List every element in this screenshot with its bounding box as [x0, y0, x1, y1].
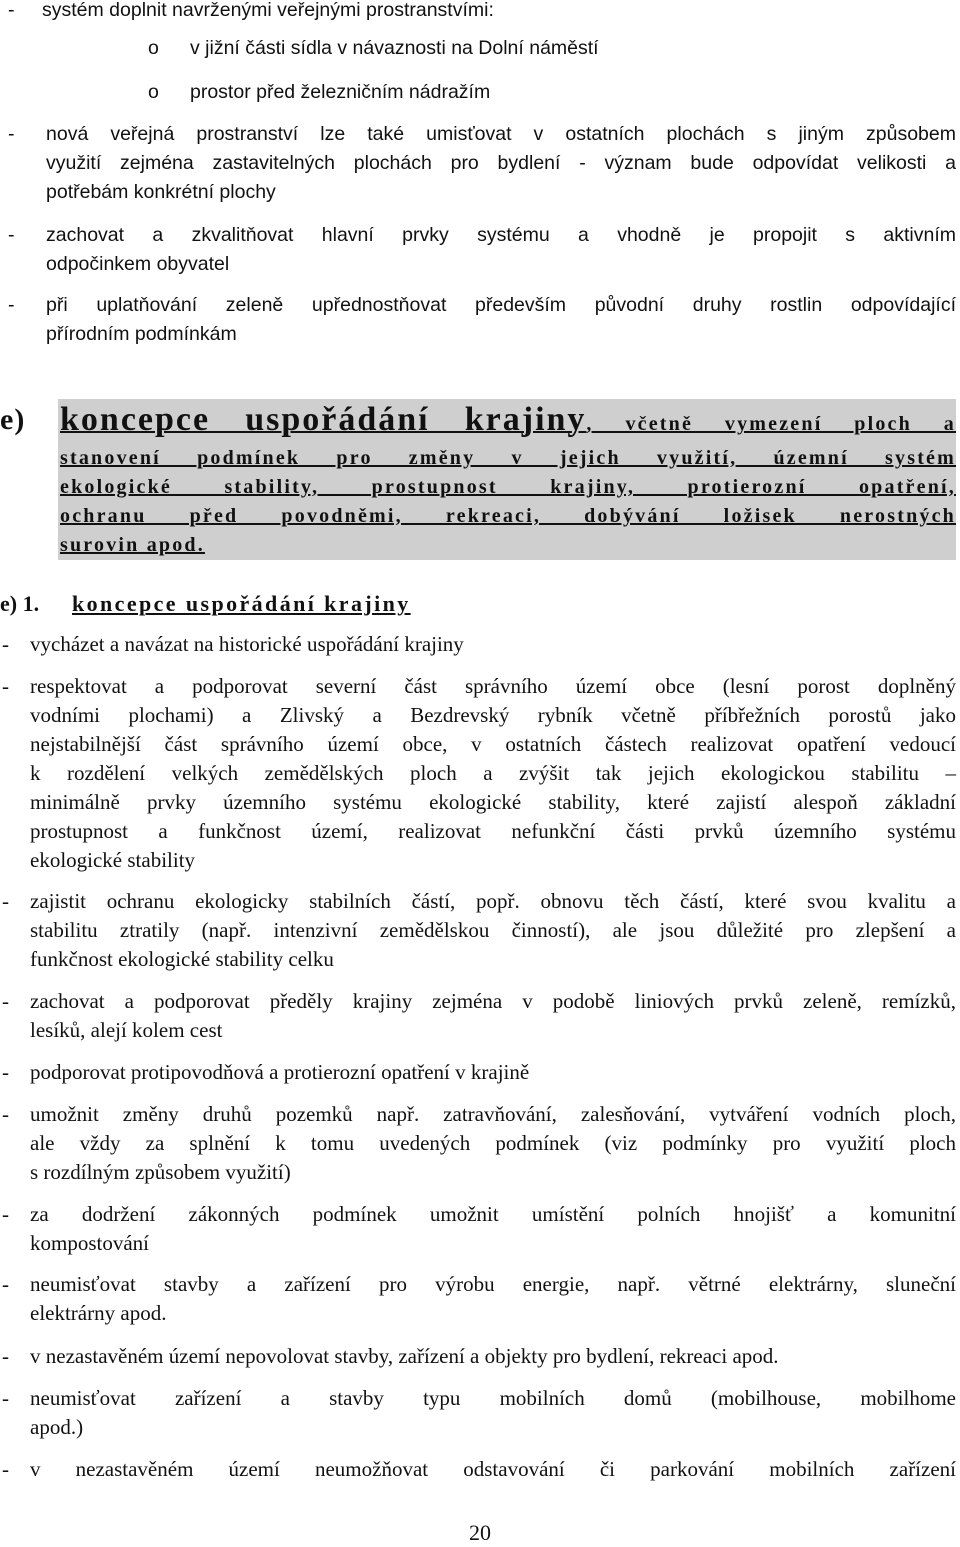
sub-list-item-text: v jižní části sídla v návaznosti na Dolní náměstí [190, 37, 599, 59]
text-line: zachovat a podporovat předěly krajiny zejména v podobě liniových prvků zeleně, remízků, [30, 989, 956, 1013]
section-heading-line: stanovení podmínek pro změny v jejich využití, územní systém [60, 447, 956, 469]
text-line: minimálně prvky územního systému ekologické stability, které zajistí alespoň základní [30, 790, 956, 814]
bullet-dash: - [2, 1202, 9, 1226]
section-heading-rest: , včetně vymezení ploch a [586, 413, 956, 435]
sub-list-item [148, 78, 159, 107]
text-line: v nezastavěném území nepovolovat stavby, zařízení a objekty pro bydlení, rekreaci apod. [30, 1344, 779, 1368]
bullet-dash: - [8, 224, 15, 246]
text-line: za dodržení zákonných podmínek umožnit umístění polních hnojišť a komunitní [30, 1202, 956, 1226]
text-line: kompostování [30, 1231, 149, 1255]
text-line: funkčnost ekologické stability celku [30, 947, 334, 971]
bullet-dash: - [2, 674, 9, 698]
bullet-dash: - [2, 889, 9, 913]
bullet-dash: - [8, 294, 15, 316]
subsection-label: e) 1. [0, 591, 40, 616]
section-heading-line: surovin apod. [60, 534, 205, 556]
bullet-dash: - [2, 1272, 9, 1296]
text-line: apod.) [30, 1415, 84, 1439]
text-line: potřebám konkrétní plochy [46, 181, 276, 203]
text-line: neumisťovat zařízení a stavby typu mobilních domů (mobilhouse, mobilhome [30, 1386, 956, 1410]
bullet-dash: - [2, 632, 9, 656]
text-line: ekologické stability [30, 848, 196, 872]
text-line: elektrárny apod. [30, 1301, 167, 1325]
page-number: 20 [469, 1520, 491, 1545]
section-heading-main: koncepce uspořádání krajiny [60, 401, 587, 438]
bullet-dash: - [8, 0, 15, 21]
text-line: odpočinkem obyvatel [46, 253, 230, 275]
text-line: přírodním podmínkám [46, 323, 237, 345]
text-line: zajistit ochranu ekologicky stabilních částí, popř. obnovu těch částí, které svou kvalitu a [30, 889, 956, 913]
text-line: stabilitu ztratily (např. intenzivní zemědělskou činností), ale jsou důležité pro zlepšení a [30, 918, 956, 942]
section-heading-line: ochranu před povodněmi, rekreaci, dobývání ložisek nerostných [60, 505, 956, 527]
text-line: nejstabilnější část správního území obce, v ostatních částech realizovat opatření vedoucí [30, 732, 956, 756]
list-item-text: systém doplnit navrženými veřejnými prostranstvími: [42, 0, 494, 21]
bullet-dash: - [2, 1060, 9, 1084]
sub-bullet: o [148, 81, 159, 103]
sub-bullet: o [148, 37, 159, 59]
text-line: ale vždy za splnění k tomu uvedených podmínek (viz podmínky pro využití ploch [30, 1131, 956, 1155]
section-heading-line: ekologické stability, prostupnost krajiny, protierozní opatření, [60, 476, 956, 498]
subsection-title: koncepce uspořádání krajiny [72, 591, 411, 616]
bullet-dash: - [2, 1457, 9, 1481]
bullet-dash: - [8, 123, 15, 145]
text-line: v nezastavěném území neumožňovat odstavování či parkování mobilních zařízení [30, 1457, 956, 1481]
bullet-dash: - [2, 989, 9, 1013]
text-line: k rozdělení velkých zemědělských ploch a zvýšit tak jejich ekologickou stabilitu – [30, 761, 956, 785]
text-line: umožnit změny druhů pozemků např. zatravňování, zalesňování, vytváření vodních ploch, [30, 1102, 956, 1126]
text-line: nová veřejná prostranství lze také umisťovat v ostatních plochách s jiným způsobem [46, 123, 956, 145]
text-line: využití zejména zastavitelných plochách pro bydlení - význam bude odpovídat velikosti a [46, 152, 956, 174]
text-line: podporovat protipovodňová a protierozní opatření v krajině [30, 1060, 530, 1084]
text-line: při uplatňování zeleně upřednostňovat především původní druhy rostlin odpovídající [46, 294, 956, 316]
text-line: zachovat a zkvalitňovat hlavní prvky systému a vhodně je propojit s aktivním [46, 224, 956, 246]
text-line: vycházet a navázat na historické uspořádání krajiny [30, 632, 464, 656]
bullet-dash: - [2, 1102, 9, 1126]
section-label: e) [0, 403, 26, 436]
text-line: lesíků, alejí kolem cest [30, 1018, 223, 1042]
sub-list-item-text: prostor před železničním nádražím [190, 81, 491, 103]
text-line: vodními plochami) a Zlivský a Bezdrevský rybník včetně příbřežních porostů jako [30, 703, 956, 727]
bullet-dash: - [2, 1386, 9, 1410]
section-heading [60, 400, 956, 560]
sub-list-item [148, 34, 159, 63]
bullet-dash: - [2, 1344, 9, 1368]
text-line: prostupnost a funkčnost území, realizovat nefunkční části prvků územního systému [30, 819, 956, 843]
text-line: neumisťovat stavby a zařízení pro výrobu energie, např. větrné elektrárny, sluneční [30, 1272, 956, 1296]
text-line: respektovat a podporovat severní část správního území obce (lesní porost doplněný [30, 674, 956, 698]
text-line: s rozdílným způsobem využití) [30, 1160, 291, 1184]
